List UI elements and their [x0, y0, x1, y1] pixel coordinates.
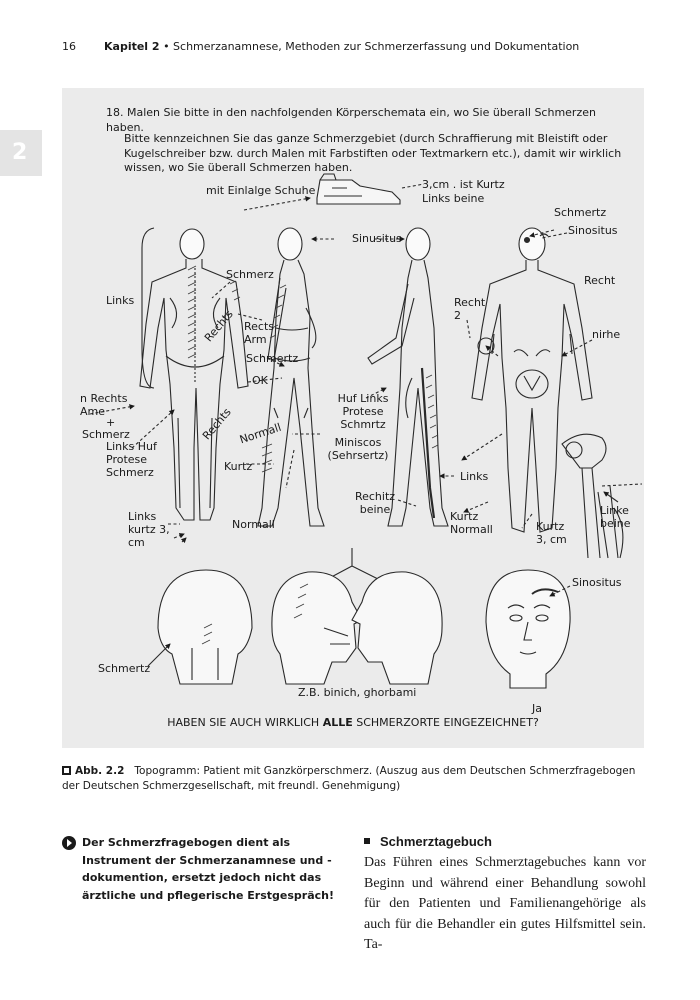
annotation-kurtz-mid: Kurtz [224, 460, 253, 473]
final-question [62, 716, 644, 729]
annotation-schmerz: Schmerz [226, 268, 274, 281]
questionnaire-figure [62, 88, 644, 748]
running-title [104, 40, 579, 53]
final-question-post: SCHMERZORTE EINGEZEICHNET? [352, 716, 539, 729]
annotation-n-rechts-ame: n Rechts Ame [80, 392, 128, 418]
question-text: 18. Malen Sie bitte in den nachfolgenden Körperschemata ein, wo Sie überall Schmerzen haben. [106, 106, 596, 134]
head-side-left [352, 572, 442, 684]
question-instruction: Bitte kennzeichnen Sie das ganze Schmerzgebiet (durch Schraffierung mit Bleistift oder Kugelschreiber bzw. durch Malen mit Farbstiften oder Textmarkern etc.), damit wir wirklich wissen, wo Sie überall Schmerzen haben. [124, 132, 622, 174]
section-title [364, 834, 646, 849]
annotation-rechitz-beine: Rechitz beine [354, 490, 396, 516]
annotation-rechts-leg: Rechts [200, 405, 234, 443]
annotation-rects-arm: Rects Arm [244, 320, 275, 346]
annotation-schmertz-neck: Schmertz [98, 662, 151, 675]
annotation-links-leg: Links [460, 470, 489, 483]
annotation-rechts-rotated: Rechts [202, 307, 236, 345]
annotation-ok: OK [252, 374, 268, 387]
annotation-links-huf: Links Huf Protese Schmerz [106, 440, 157, 479]
annotation-links-side: Links [106, 294, 135, 307]
annotation-sinositus-top: Sinositus [568, 224, 618, 237]
annotation-sinositus-head: Sinositus [572, 576, 622, 589]
chapter-title: • Schmerzanamnese, Methoden zur Schmerzerfassung und Dokumentation [159, 40, 580, 53]
annotation-ja: Ja [532, 702, 542, 715]
figure-caption [62, 764, 644, 794]
annotation-recht-2: Recht 2 [454, 296, 486, 322]
square-bullet-icon [364, 838, 370, 844]
arrow-right-icon [62, 836, 76, 850]
page-number: 16 [62, 40, 76, 53]
annotation-sinusitus: Sinusitus [352, 232, 402, 245]
annotation-plus: + [106, 416, 116, 429]
caption-text: Topogramm: Patient mit Ganzkörperschmerz. (Auszug aus dem Deutschen Schmerzfragebogen der Deutschen Schmerzgesellschaft, mit freundl. Genehmigung) [62, 765, 636, 792]
annotation-links-beine: Links beine [422, 192, 485, 205]
annotation-kurtz-normall: Kurtz Normall [450, 510, 493, 536]
annotation-schmerz-left: Schmerz [82, 428, 130, 441]
annotation-normall-rotated: Normall [238, 420, 283, 447]
annotation-einlage: mit Einlalge Schuhe [206, 184, 316, 197]
section-schmerztagebuch [364, 834, 646, 956]
annotation-nirhe: nirhe [592, 328, 621, 341]
shoe-drawing [317, 174, 400, 204]
annotation-zb: Z.B. binich, ghorbami [298, 686, 417, 699]
final-question-bold: ALLE [322, 716, 353, 729]
annotation-huf-links: Huf Links Protese Schmrtz [337, 392, 389, 431]
annotation-kurtz-top: 3,cm . ist Kurtz [422, 178, 505, 191]
note-text: Der Schmerzfragebogen dient als Instrument der Schmerzanamnese und -dokumention, ersetzt jedoch nicht das ärztliche und pflegerische Erstgespräch! [82, 836, 334, 902]
annotation-normall: Normall [232, 518, 275, 531]
figure-front-view [472, 228, 592, 532]
head-side-right [272, 572, 362, 684]
annotation-linke-beine: Linke beine [600, 504, 631, 530]
chapter-tab: 2 [0, 130, 42, 176]
annotation-recht: Recht [584, 274, 616, 287]
section-body: Das Führen eines Schmerztagebuches kann vor Beginn und während einer Behandlung sowohl für den Patienten und Familienangehörige als auch für die Behandler ein gutes Hilfsmittel sein. Ta- [364, 855, 646, 952]
section-title-text: Schmerztagebuch [380, 834, 492, 849]
annotation-links-kurtz: Links kurtz 3, cm [128, 510, 170, 549]
final-question-pre: HABEN SIE AUCH WIRKLICH [167, 716, 323, 729]
chapter-label: Kapitel 2 [104, 40, 160, 53]
caption-label: Abb. 2.2 [75, 765, 125, 777]
caption-marker-icon [62, 766, 71, 775]
annotation-miniscos: Miniscos (Sehrsertz) [327, 436, 389, 462]
figure-side-view-2 [368, 228, 448, 526]
head-back-view [158, 570, 252, 684]
annotation-schmertz-top: Schmertz [554, 206, 607, 219]
head-front-view [486, 570, 570, 688]
important-note [62, 834, 342, 904]
annotation-schmertz-mid: Schmertz [246, 352, 299, 365]
annotation-kurtz-3cm: Kurtz 3, cm [536, 520, 567, 546]
